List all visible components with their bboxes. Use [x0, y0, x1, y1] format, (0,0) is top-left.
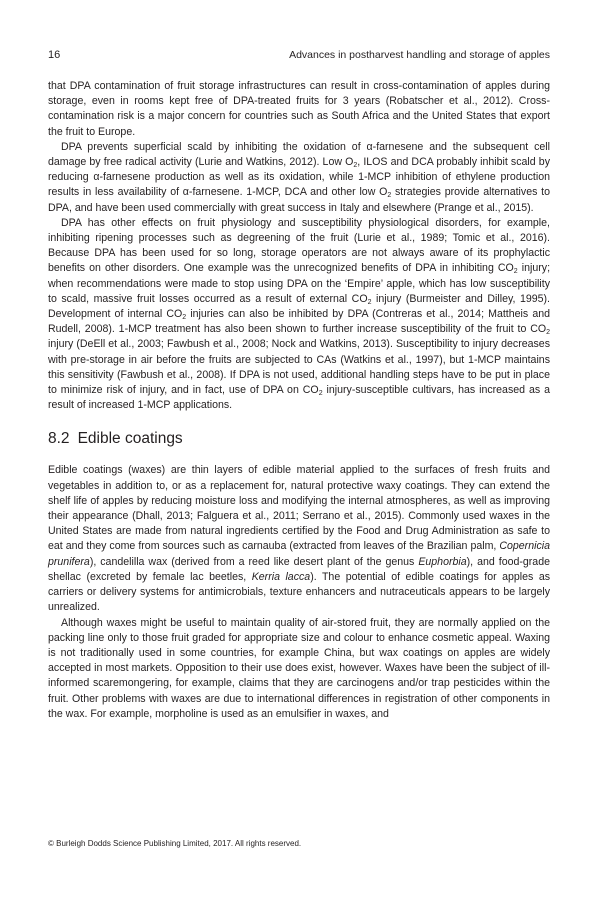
page-header	[48, 49, 550, 63]
paragraph: that DPA contamination of fruit storage infrastructures can result in cross-contamination of apples during storage, even in rooms kept free of DPA-treated fruits for 3 years (Robatscher et al., 2012). Cross-contamination risk is a major concern for countries such as South Africa and the United States that export the fruit to Europe.	[48, 80, 550, 138]
page-number: 16	[48, 49, 61, 61]
paragraph: DPA prevents superficial scald by inhibiting the oxidation of α-farnesene and the subsequent cell damage by free radical activity (Lurie and Watkins, 2012). Low $O_2$, ILOS and DCA probably inhibit scald by reducing α-farnesene production as well as its oxidation, while 1-MCP inhibition of ethylene production results in less availability of α-farnesene. 1-MCP, DCA and other low $O_2$ strategies provide alternatives to DPA, and have been used commercially with great success in Italy and elsewhere (Prange et al., 2015).	[48, 140, 550, 214]
section-heading	[48, 429, 550, 449]
paragraph: Although waxes might be useful to maintain quality of air-stored fruit, they are normally applied on the packing line only to those fruit graded for appropriate size and colour to enhance cosmetic appeal. Waxing is not traditionally used in some countries, for example China, but wax coatings on apples are widely accepted in most markets. Opposition to their use does exist, however. Waxes have been the subject of ill-informed scaremongering, for example, claims that they are carcinogens and/or trap pesticides within the fruit. Other problems with waxes are due to international differences in registration of other components in the wax. For example, morpholine is used as an emulsifier in waxes, and	[48, 616, 550, 720]
section-title: Edible coatings	[77, 430, 183, 448]
page-footer: © Burleigh Dodds Science Publishing Limited, 2017. All rights reserved.	[48, 839, 302, 848]
running-title: Advances in postharvest handling and storage of apples	[289, 49, 550, 61]
section-number: 8.2	[48, 430, 70, 448]
paragraph: Edible coatings (waxes) are thin layers of edible material applied to the surfaces of fresh fruits and vegetables in addition to, or as a replacement for, natural protective waxy coatings. They can extend the shelf life of apples by reducing moisture loss and modifying the internal atmospheres, as well as improving their appearance (Dhall, 2013; Falguera et al., 2011; Serrano et al., 2015). Commonly used waxes in the United States are made from natural ingredients certified by the Food and Drug Administration as safe to eat and they come from sources such as carnauba (extracted from leaves of the Brazilian palm, Copernicia prunifera), candelilla wax (derived from a reed like desert plant of the genus Euphorbia), and food-grade shellac (excreted by female lac beetles, Kerria lacca). The potential of edible coatings for apples as carriers or delivery systems for antimicrobials, texture enhancers and nutraceuticals appears to be largely unrealized.	[48, 464, 551, 614]
paragraph: DPA has other effects on fruit physiology and susceptibility physiological disorders, for example, inhibiting ripening processes such as degreening of the fruit (Lurie et al., 1989; Tomic et al., 2016). Because DPA has been used for so long, storage operators are not always aware of its prophylactic benefits on other disorders. One example was the unrecognized benefits of DPA in inhibiting $CO_2$ injury; when recommendations were made to stop using DPA on the ‘Empire’ apple, which has low susceptibility to scald, massive fruit losses occurred as a result of external $CO_2$ injury (Burmeister and Dilley, 1995). Development of internal $CO_2$ injuries can also be inhibited by DPA (Contreras et al., 2014; Mattheis and Rudell, 2008). 1-MCP treatment has also been shown to further increase susceptibility of the fruit to $CO_2$ injury (DeEll et al., 2003; Fawbush et al., 2008; Nock and Watkins, 2013). Susceptibility to injury decreases with pre-storage in air before the fruits are subjected to CAs (Watkins et al., 1997), but 1-MCP maintains this sensitivity (Fawbush et al., 2008). If DPA is not used, additional handling steps have to be put in place to minimize risk of injury, and in fact, use of DPA on $CO_2$ injury-susceptible cultivars, has increased as a result of increased 1-MCP applications.	[48, 216, 551, 412]
body-text	[48, 79, 550, 722]
